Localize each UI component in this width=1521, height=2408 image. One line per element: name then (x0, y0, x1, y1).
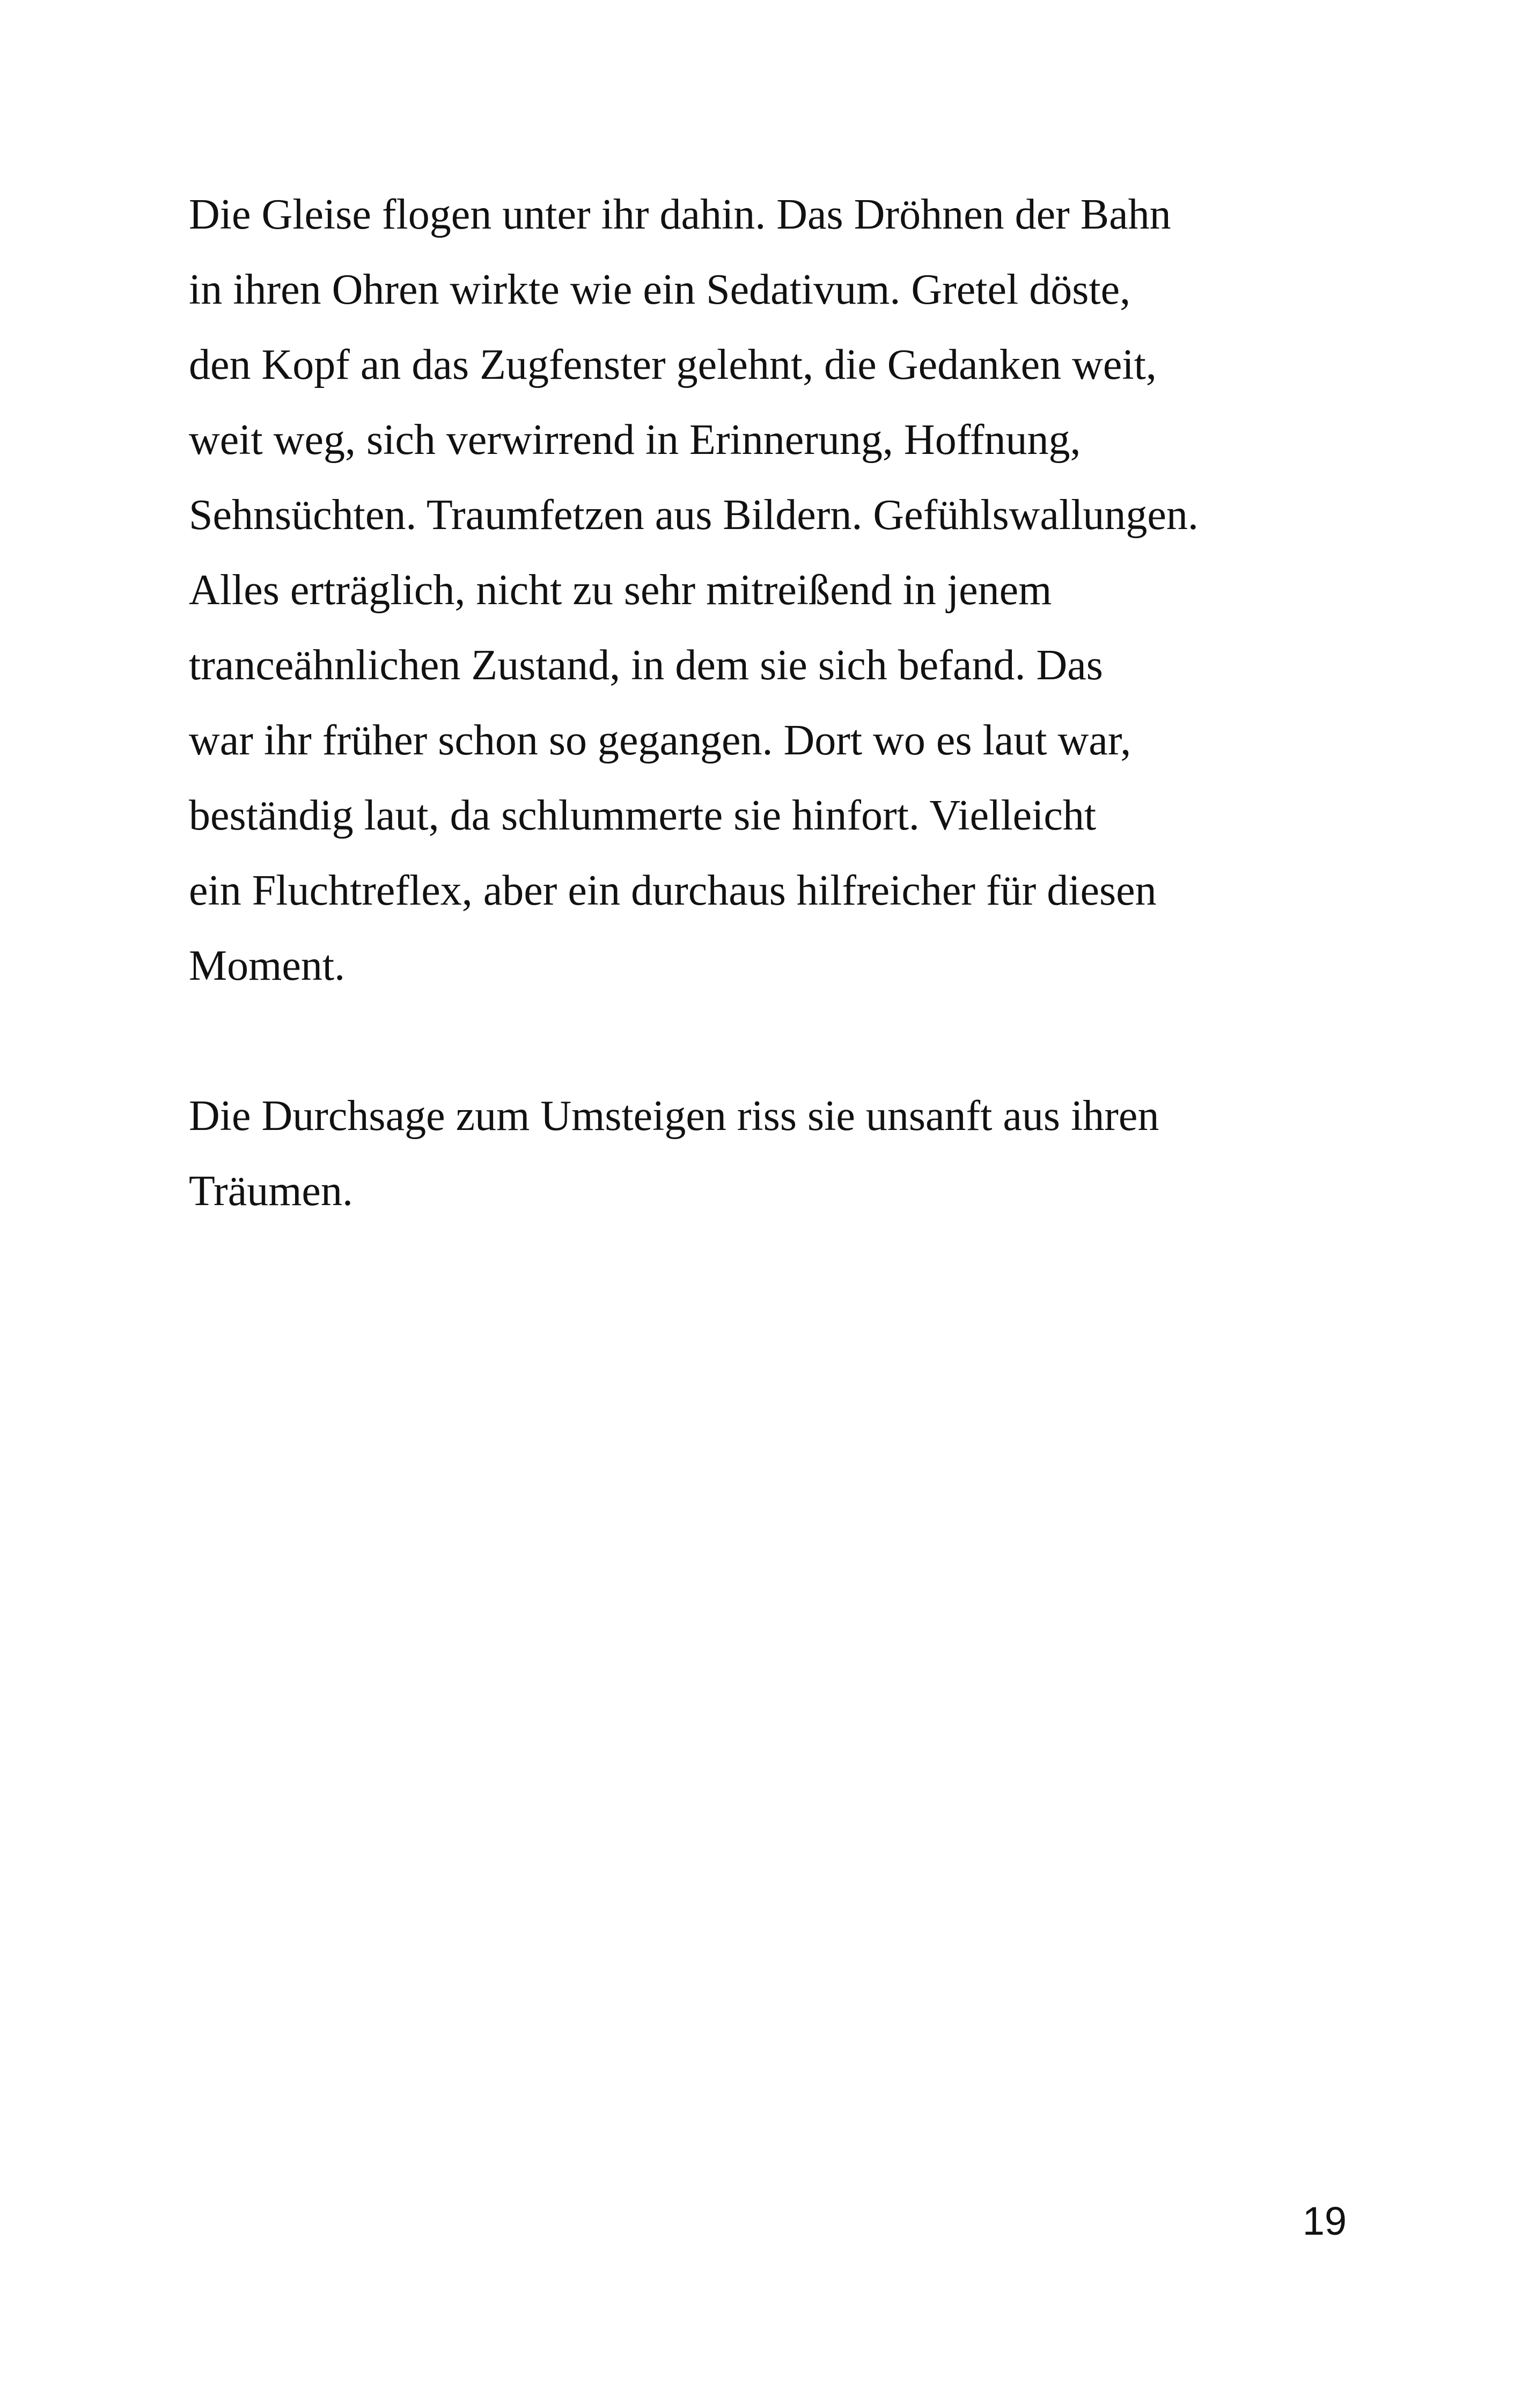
page-number: 19 (1302, 2199, 1347, 2243)
text-line: war ihr früher schon so gegangen. Dort wo es laut war, (189, 717, 1131, 764)
text-line: Sehnsüchten. Traumfetzen aus Bildern. Gefühlswallungen. (189, 491, 1199, 539)
paragraph-gap (189, 1003, 1348, 1078)
text-line: Die Durchsage zum Umsteigen riss sie unsanft aus ihren (189, 1092, 1159, 1140)
body-text (189, 177, 1348, 1229)
text-line: ein Fluchtreflex, aber ein durchaus hilfreicher für diesen (189, 867, 1157, 914)
text-line: tranceähnlichen Zustand, in dem sie sich befand. Das (189, 642, 1103, 689)
text-line: Die Gleise flogen unter ihr dahin. Das Dröhnen der Bahn (189, 191, 1171, 238)
paragraph-2 (189, 1078, 1348, 1229)
text-line: Alles erträglich, nicht zu sehr mitreißend in jenem (189, 567, 1052, 614)
text-line: weit weg, sich verwirrend in Erinnerung, Hoffnung, (189, 416, 1081, 464)
text-line: Moment. (189, 942, 346, 989)
paragraph-1 (189, 177, 1348, 1003)
text-line: Träumen. (189, 1168, 353, 1215)
text-line: den Kopf an das Zugfenster gelehnt, die Gedanken weit, (189, 341, 1157, 388)
text-line: beständig laut, da schlummerte sie hinfort. Vielleicht (189, 792, 1097, 839)
text-line: in ihren Ohren wirkte wie ein Sedativum. Gretel döste, (189, 266, 1131, 313)
